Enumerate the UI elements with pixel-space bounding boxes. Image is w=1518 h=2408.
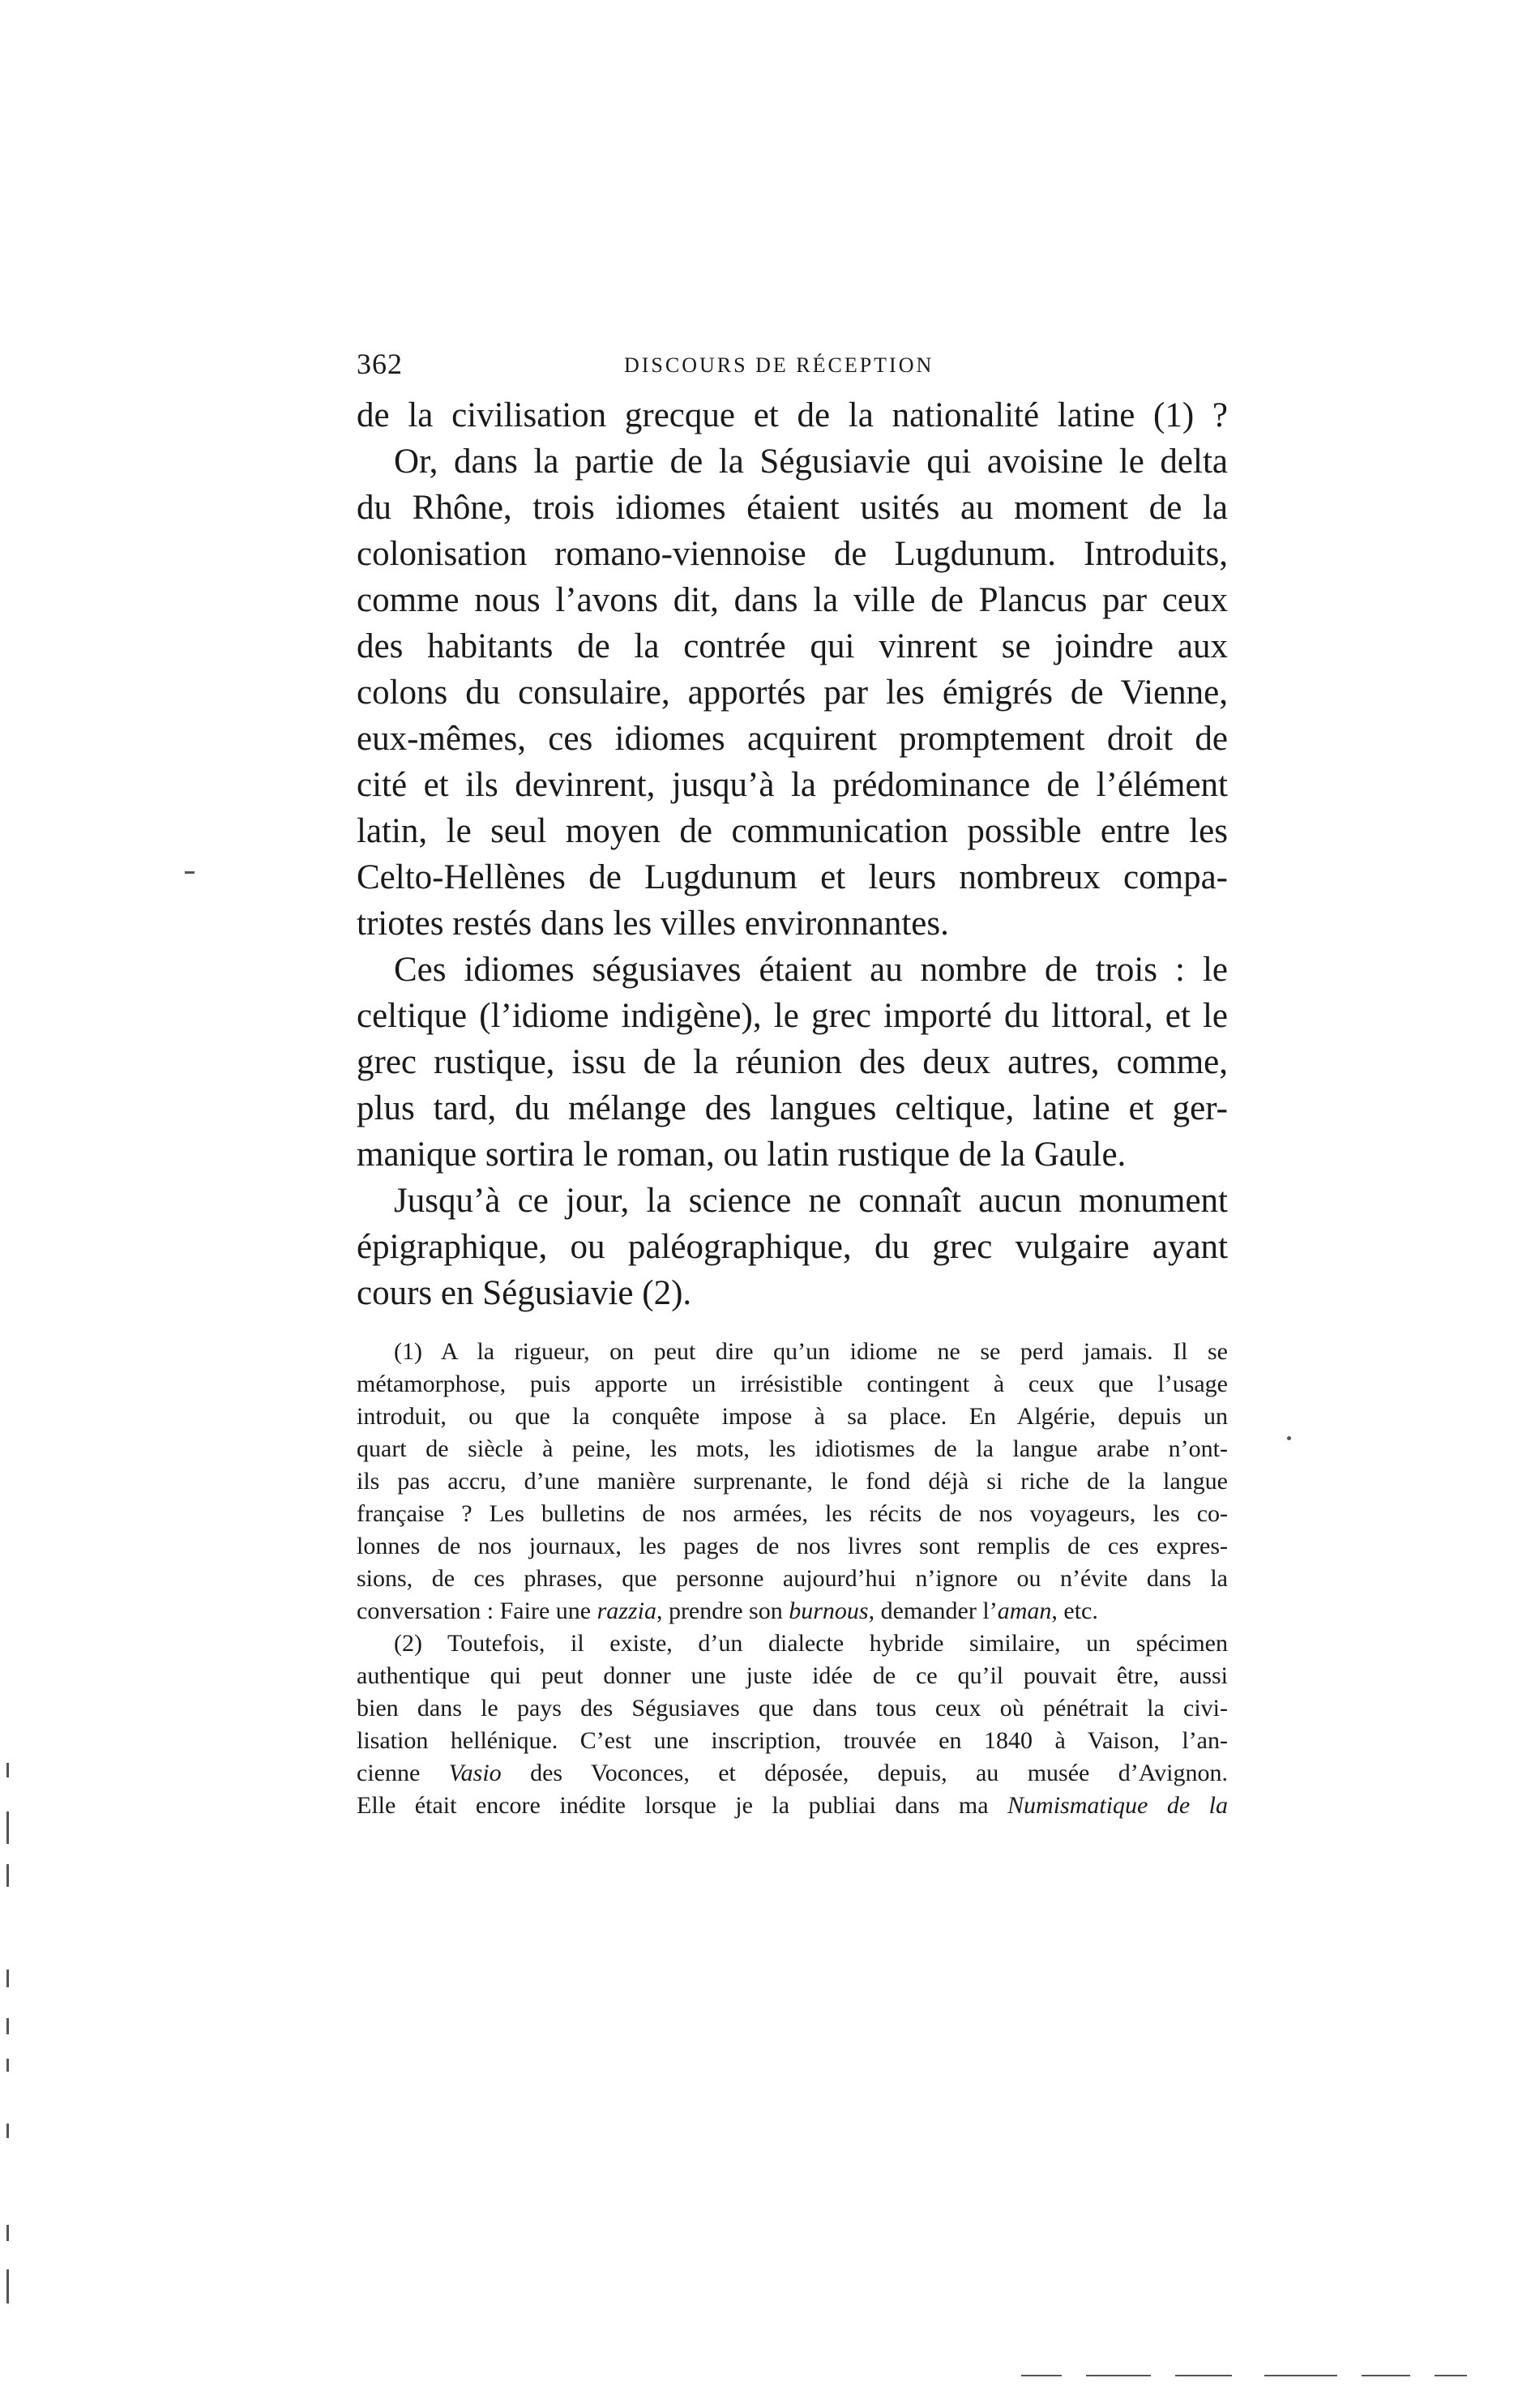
body-line: Jusqu’à ce jour, la science ne connaît aucun monument <box>394 1182 1228 1220</box>
footnote-text: Elle était encore inédite lorsque je la publiai dans ma <box>357 1792 1008 1819</box>
scan-mark <box>6 2124 9 2138</box>
footnote-italic: aman <box>997 1597 1052 1624</box>
scan-mark <box>6 2225 9 2241</box>
body-line: de la civilisation grecque et de la nationalité latine (1) ? <box>357 396 1228 434</box>
footnote-line: ils pas accru, d’une manière surprenante, le fond déjà si riche de la langue <box>357 1468 1228 1495</box>
scan-mark <box>1435 2375 1467 2376</box>
footnote-line: (1) A la rigueur, on peut dire qu’un idiome ne se perd jamais. Il se <box>394 1338 1228 1365</box>
footnote-text: , prendre son <box>656 1597 789 1624</box>
footnote-line: lisation hellénique. C’est une inscription, trouvée en 1840 à Vaison, l’an- <box>357 1727 1228 1754</box>
body-line: grec rustique, issu de la réunion des deux autres, comme, <box>357 1043 1228 1081</box>
scan-mark <box>1175 2375 1232 2376</box>
footnotes <box>357 1336 1228 1822</box>
scan-mark <box>6 1864 9 1887</box>
body-line: des habitants de la contrée qui vinrent se joindre aux <box>357 627 1228 665</box>
footnote-italic: Numismatique de la <box>1007 1792 1228 1819</box>
footnote-italic: razzia <box>597 1597 656 1624</box>
footnote-line: lonnes de nos journaux, les pages de nos livres sont remplis de ces expres- <box>357 1533 1228 1559</box>
body-line: épigraphique, ou paléographique, du grec vulgaire ayant <box>357 1228 1228 1266</box>
footnote-line: bien dans le pays des Ségusiaves que dans tous ceux où pénétrait la civi- <box>357 1695 1228 1722</box>
footnote-text: conversation : Faire une <box>357 1597 597 1624</box>
scan-mark <box>6 2018 9 2034</box>
scan-mark <box>1362 2375 1410 2376</box>
footnote-line: métamorphose, puis apporte un irrésistible contingent à ceux que l’usage <box>357 1371 1228 1397</box>
body-line: cours en Ségusiavie (2). <box>357 1274 692 1312</box>
scan-mark <box>1086 2375 1151 2376</box>
footnote-italic: Vasio <box>448 1760 502 1786</box>
scan-mark <box>6 2059 9 2072</box>
body-line: manique sortira le roman, ou latin rustique de la Gaule. <box>357 1136 1127 1174</box>
footnote-italic: burnous <box>789 1597 869 1624</box>
footnote-text: , demander l’ <box>868 1597 998 1624</box>
body-line: cité et ils devinrent, jusqu’à la prédominance de l’élément <box>357 766 1228 804</box>
page-header <box>357 347 1228 387</box>
footnote-line <box>357 1595 1228 1627</box>
footnote-text: , etc. <box>1051 1597 1098 1624</box>
footnote-line: quart de siècle à peine, les mots, les idiotismes de la langue arabe n’ont- <box>357 1435 1228 1462</box>
body-line: du Rhône, trois idiomes étaient usités au moment de la <box>357 489 1228 527</box>
body-line: Or, dans la partie de la Ségusiavie qui avoisine le delta <box>394 443 1228 481</box>
footnote-line <box>357 1790 1228 1822</box>
scan-mark <box>6 1811 9 1844</box>
body-line: celtique (l’idiome indigène), le grec importé du littoral, et le <box>357 997 1228 1035</box>
footnote-line: française ? Les bulletins de nos armées, les récits de nos voyageurs, les co- <box>357 1500 1228 1527</box>
body-line: comme nous l’avons dit, dans la ville de Plancus par ceux <box>357 581 1228 619</box>
scan-mark <box>1021 2375 1062 2376</box>
footnote-text: des Voconces, et déposée, depuis, au musée d’Avignon. <box>501 1760 1228 1786</box>
body-text <box>357 392 1228 1316</box>
page-number: 362 <box>357 348 403 380</box>
scan-mark <box>1287 1436 1291 1440</box>
footnote-line: authentique qui peut donner une juste idée de ce qu’il pouvait être, aussi <box>357 1662 1228 1689</box>
scan-mark <box>6 1763 9 1777</box>
scan-mark <box>185 871 195 874</box>
scan-mark <box>1264 2375 1337 2376</box>
body-line: latin, le seul moyen de communication possible entre les <box>357 812 1228 850</box>
footnote-line <box>357 1757 1228 1790</box>
body-line: Celto-Hellènes de Lugdunum et leurs nombreux compa- <box>357 858 1228 896</box>
footnote-line: introduit, ou que la conquête impose à sa place. En Algérie, depuis un <box>357 1403 1228 1430</box>
footnote-text: cienne <box>357 1760 449 1786</box>
body-line: colons du consulaire, apportés par les émigrés de Vienne, <box>357 674 1228 712</box>
running-head: DISCOURS DE RÉCEPTION <box>624 353 934 377</box>
footnote-line: (2) Toutefois, il existe, d’un dialecte hybride similaire, un spécimen <box>394 1630 1228 1657</box>
body-line: triotes restés dans les villes environnantes. <box>357 905 949 943</box>
body-line: Ces idiomes ségusiaves étaient au nombre de trois : le <box>394 951 1228 989</box>
footnote-line: sions, de ces phrases, que personne aujourd’hui n’ignore ou n’évite dans la <box>357 1565 1228 1592</box>
scan-mark <box>6 1970 9 1987</box>
body-line: plus tard, du mélange des langues celtique, latine et ger- <box>357 1089 1228 1127</box>
body-line: colonisation romano-viennoise de Lugdunum. Introduits, <box>357 535 1228 573</box>
body-line: eux-mêmes, ces idiomes acquirent promptement droit de <box>357 720 1228 758</box>
scan-mark <box>6 2269 9 2303</box>
